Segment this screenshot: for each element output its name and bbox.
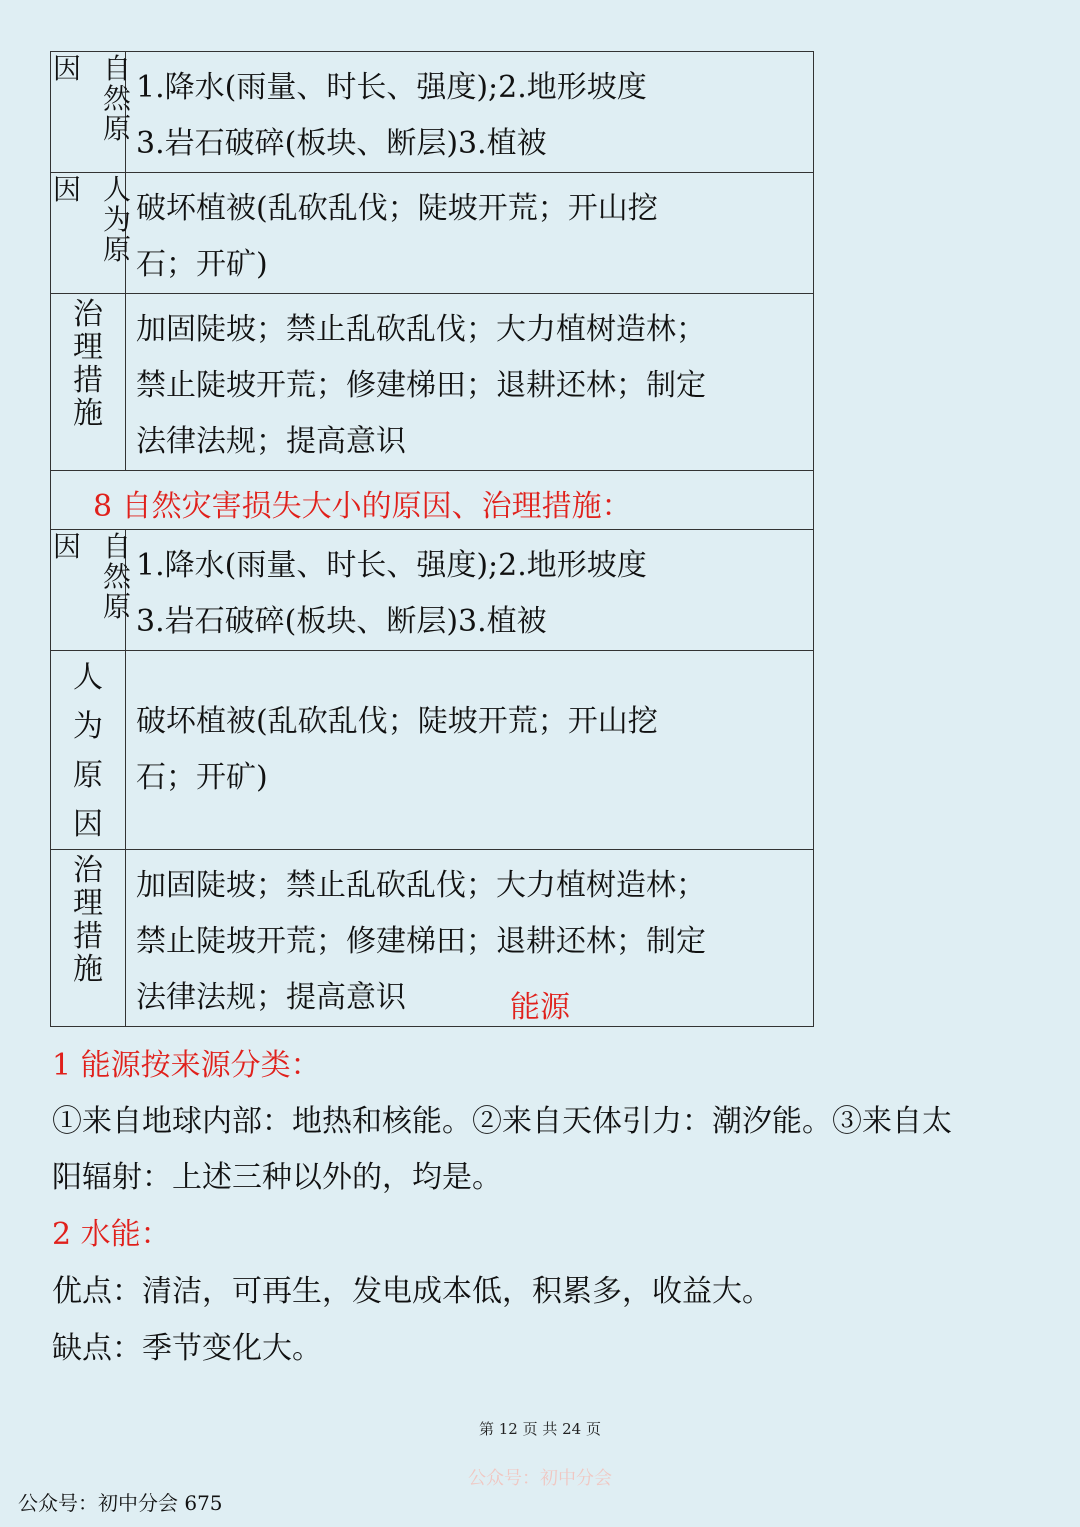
row-content [126, 530, 814, 651]
label-char: 因 [53, 173, 82, 206]
content-line: 禁止陡坡开荒；修建梯田；退耕还林；制定 [136, 924, 706, 959]
row-label-natural [51, 52, 132, 173]
row-content [126, 52, 814, 173]
table-heading-row [51, 471, 814, 530]
table-row [51, 52, 814, 173]
paragraph-line: ①来自地球内部：地热和核能。②来自天体引力：潮汐能。③来自太 [52, 1104, 952, 1139]
content-line: 石；开矿) [136, 247, 268, 282]
watermark: 公众号：初中分会 [468, 1468, 612, 1489]
heading-hydropower: 2 水能： [52, 1217, 171, 1252]
label-vertical: 自然原 [103, 530, 132, 623]
content-line: 法律法规；提高意识 [136, 424, 406, 459]
row-content [126, 173, 814, 294]
row-label-measures [51, 294, 126, 471]
content-line: 破坏植被(乱砍乱伐；陡坡开荒；开山挖 [136, 704, 658, 739]
page-number: 第 12 页 共 24 页 [478, 1420, 601, 1438]
content-line: 加固陡坡；禁止乱砍乱伐；大力植树造林； [136, 868, 706, 903]
paragraph-line: 阳辐射：上述三种以外的，均是。 [52, 1160, 502, 1195]
label-vertical: 治理措施 [73, 853, 103, 987]
row-content [126, 651, 814, 850]
table-section-heading: 8 自然灾害损失大小的原因、治理措施： [51, 471, 814, 530]
row-label-natural [51, 530, 132, 651]
label-vertical: 人为原 [103, 173, 132, 266]
content-line: 破坏植被(乱砍乱伐；陡坡开荒；开山挖 [136, 191, 658, 226]
content-line: 1.降水(雨量、时长、强度);2.地形坡度 [136, 70, 647, 105]
table-row [51, 173, 814, 294]
table-row [51, 530, 814, 651]
row-label-human [51, 651, 126, 850]
section-title: 能源 [510, 990, 570, 1025]
content-line: 3.岩石破碎(板块、断层)3.植被 [136, 126, 547, 161]
row-content [126, 294, 814, 471]
label-char: 因 [53, 530, 82, 563]
paragraph-disadvantages: 缺点：季节变化大。 [52, 1331, 322, 1366]
causes-table [50, 51, 814, 1027]
heading-energy-sources: 1 能源按来源分类： [52, 1048, 321, 1083]
label-vertical: 自然原 [103, 52, 132, 145]
content-line: 石；开矿) [136, 760, 268, 795]
table-row [51, 294, 814, 471]
row-label-human [51, 173, 132, 294]
label-vertical: 人为原因 [73, 660, 103, 842]
label-vertical: 治理措施 [73, 297, 103, 431]
label-char: 因 [53, 52, 82, 85]
footer-caption: 公众号：初中分会 675 [18, 1491, 223, 1515]
content-line: 3.岩石破碎(板块、断层)3.植被 [136, 604, 547, 639]
table-row [51, 651, 814, 850]
paragraph-advantages: 优点：清洁，可再生，发电成本低，积累多，收益大。 [52, 1274, 772, 1309]
content-line: 禁止陡坡开荒；修建梯田；退耕还林；制定 [136, 368, 706, 403]
content-line: 法律法规；提高意识 [136, 980, 406, 1015]
content-line: 1.降水(雨量、时长、强度);2.地形坡度 [136, 548, 647, 583]
content-line: 加固陡坡；禁止乱砍乱伐；大力植树造林； [136, 312, 706, 347]
